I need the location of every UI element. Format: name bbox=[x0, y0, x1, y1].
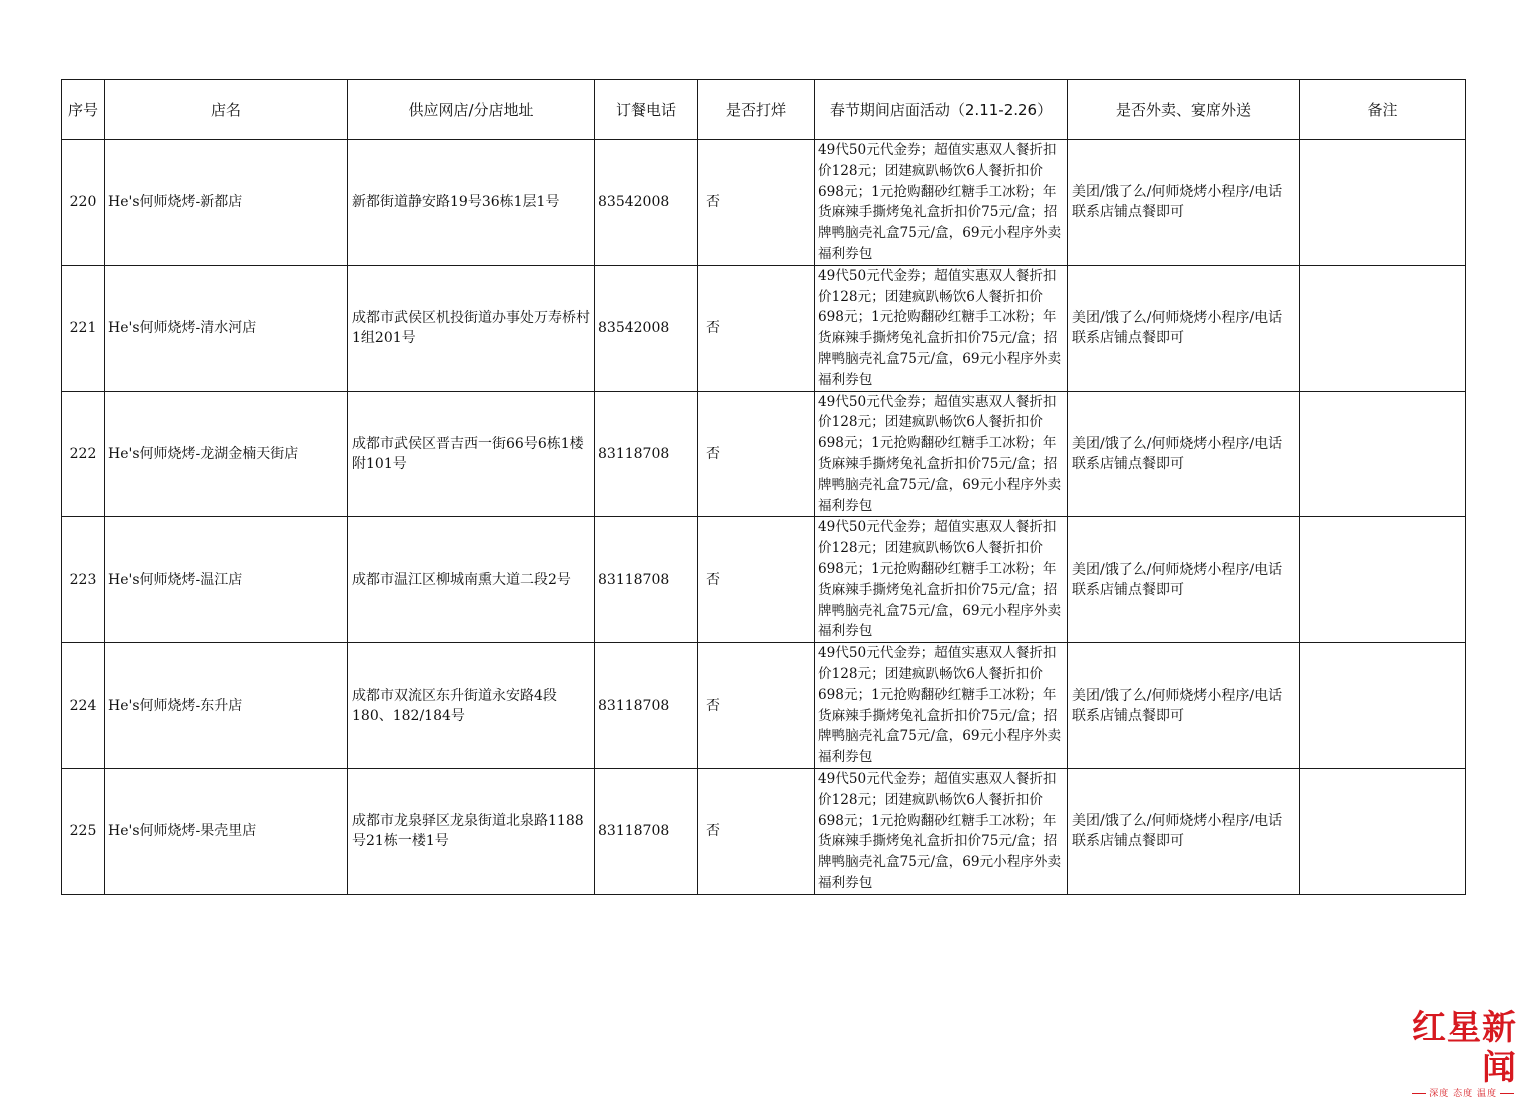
store-list-table bbox=[61, 79, 1466, 895]
table-row bbox=[62, 265, 1466, 391]
watermark-logo: 红星新闻 bbox=[1412, 1008, 1517, 1088]
cell-address: 成都市双流区东升街道永安路4段180、182/184号 bbox=[348, 643, 595, 769]
cell-remark bbox=[1300, 517, 1466, 643]
cell-serial-no: 220 bbox=[62, 140, 105, 266]
cell-address: 成都市武侯区机投街道办事处万寿桥村1组201号 bbox=[348, 265, 595, 391]
cell-delivery: 美团/饿了么/何师烧烤小程序/电话联系店铺点餐即可 bbox=[1068, 140, 1300, 266]
cell-closed: 否 bbox=[698, 517, 815, 643]
news-watermark bbox=[1385, 1008, 1517, 1099]
header-address: 供应网店/分店地址 bbox=[348, 80, 595, 140]
cell-phone: 83118708 bbox=[595, 391, 698, 517]
cell-delivery: 美团/饿了么/何师烧烤小程序/电话联系店铺点餐即可 bbox=[1068, 768, 1300, 894]
cell-promotion: 49代50元代金券；超值实惠双人餐折扣价128元；团建疯趴畅饮6人餐折扣价698元；1元抢购翻砂红糖手工冰粉；年货麻辣手撕烤兔礼盒折扣价75元/盒；招牌鸭脑壳礼盒75元/盒，69元小程序外卖福利券包 bbox=[815, 517, 1068, 643]
cell-serial-no: 222 bbox=[62, 391, 105, 517]
cell-address: 成都市温江区柳城南熏大道二段2号 bbox=[348, 517, 595, 643]
cell-remark bbox=[1300, 265, 1466, 391]
cell-phone: 83542008 bbox=[595, 140, 698, 266]
cell-store-name: He's何师烧烤-果壳里店 bbox=[105, 768, 348, 894]
cell-address: 成都市武侯区晋吉西一街66号6栋1楼附101号 bbox=[348, 391, 595, 517]
cell-remark bbox=[1300, 140, 1466, 266]
cell-promotion: 49代50元代金券；超值实惠双人餐折扣价128元；团建疯趴畅饮6人餐折扣价698元；1元抢购翻砂红糖手工冰粉；年货麻辣手撕烤兔礼盒折扣价75元/盒；招牌鸭脑壳礼盒75元/盒，69元小程序外卖福利券包 bbox=[815, 140, 1068, 266]
cell-phone: 83542008 bbox=[595, 265, 698, 391]
cell-closed: 否 bbox=[698, 643, 815, 769]
cell-serial-no: 225 bbox=[62, 768, 105, 894]
table-row bbox=[62, 140, 1466, 266]
cell-closed: 否 bbox=[698, 768, 815, 894]
table-header-row bbox=[62, 80, 1466, 140]
cell-promotion: 49代50元代金券；超值实惠双人餐折扣价128元；团建疯趴畅饮6人餐折扣价698元；1元抢购翻砂红糖手工冰粉；年货麻辣手撕烤兔礼盒折扣价75元/盒；招牌鸭脑壳礼盒75元/盒，69元小程序外卖福利券包 bbox=[815, 643, 1068, 769]
cell-store-name: He's何师烧烤-东升店 bbox=[105, 643, 348, 769]
cell-remark bbox=[1300, 768, 1466, 894]
cell-serial-no: 223 bbox=[62, 517, 105, 643]
header-promotion: 春节期间店面活动（2.11-2.26） bbox=[815, 80, 1068, 140]
cell-promotion: 49代50元代金券；超值实惠双人餐折扣价128元；团建疯趴畅饮6人餐折扣价698元；1元抢购翻砂红糖手工冰粉；年货麻辣手撕烤兔礼盒折扣价75元/盒；招牌鸭脑壳礼盒75元/盒，69元小程序外卖福利券包 bbox=[815, 391, 1068, 517]
cell-delivery: 美团/饿了么/何师烧烤小程序/电话联系店铺点餐即可 bbox=[1068, 391, 1300, 517]
cell-remark bbox=[1300, 643, 1466, 769]
table-row bbox=[62, 517, 1466, 643]
header-phone: 订餐电话 bbox=[595, 80, 698, 140]
table-row bbox=[62, 768, 1466, 894]
header-closed: 是否打烊 bbox=[698, 80, 815, 140]
cell-address: 成都市龙泉驿区龙泉街道北泉路1188号21栋一楼1号 bbox=[348, 768, 595, 894]
cell-delivery: 美团/饿了么/何师烧烤小程序/电话联系店铺点餐即可 bbox=[1068, 265, 1300, 391]
cell-store-name: He's何师烧烤-清水河店 bbox=[105, 265, 348, 391]
cell-phone: 83118708 bbox=[595, 768, 698, 894]
cell-remark bbox=[1300, 391, 1466, 517]
header-remark: 备注 bbox=[1300, 80, 1466, 140]
cell-address: 新都街道静安路19号36栋1层1号 bbox=[348, 140, 595, 266]
cell-delivery: 美团/饿了么/何师烧烤小程序/电话联系店铺点餐即可 bbox=[1068, 643, 1300, 769]
cell-closed: 否 bbox=[698, 391, 815, 517]
cell-store-name: He's何师烧烤-龙湖金楠天街店 bbox=[105, 391, 348, 517]
watermark-tagline: 深度 态度 温度 bbox=[1385, 1088, 1517, 1100]
cell-closed: 否 bbox=[698, 140, 815, 266]
cell-phone: 83118708 bbox=[595, 517, 698, 643]
header-store-name: 店名 bbox=[105, 80, 348, 140]
cell-store-name: He's何师烧烤-新都店 bbox=[105, 140, 348, 266]
cell-phone: 83118708 bbox=[595, 643, 698, 769]
table-row bbox=[62, 391, 1466, 517]
cell-delivery: 美团/饿了么/何师烧烤小程序/电话联系店铺点餐即可 bbox=[1068, 517, 1300, 643]
header-delivery: 是否外卖、宴席外送 bbox=[1068, 80, 1300, 140]
cell-store-name: He's何师烧烤-温江店 bbox=[105, 517, 348, 643]
table-row bbox=[62, 643, 1466, 769]
cell-serial-no: 224 bbox=[62, 643, 105, 769]
cell-serial-no: 221 bbox=[62, 265, 105, 391]
cell-promotion: 49代50元代金券；超值实惠双人餐折扣价128元；团建疯趴畅饮6人餐折扣价698元；1元抢购翻砂红糖手工冰粉；年货麻辣手撕烤兔礼盒折扣价75元/盒；招牌鸭脑壳礼盒75元/盒，69元小程序外卖福利券包 bbox=[815, 768, 1068, 894]
header-serial-no: 序号 bbox=[62, 80, 105, 140]
cell-closed: 否 bbox=[698, 265, 815, 391]
cell-promotion: 49代50元代金券；超值实惠双人餐折扣价128元；团建疯趴畅饮6人餐折扣价698元；1元抢购翻砂红糖手工冰粉；年货麻辣手撕烤兔礼盒折扣价75元/盒；招牌鸭脑壳礼盒75元/盒，69元小程序外卖福利券包 bbox=[815, 265, 1068, 391]
